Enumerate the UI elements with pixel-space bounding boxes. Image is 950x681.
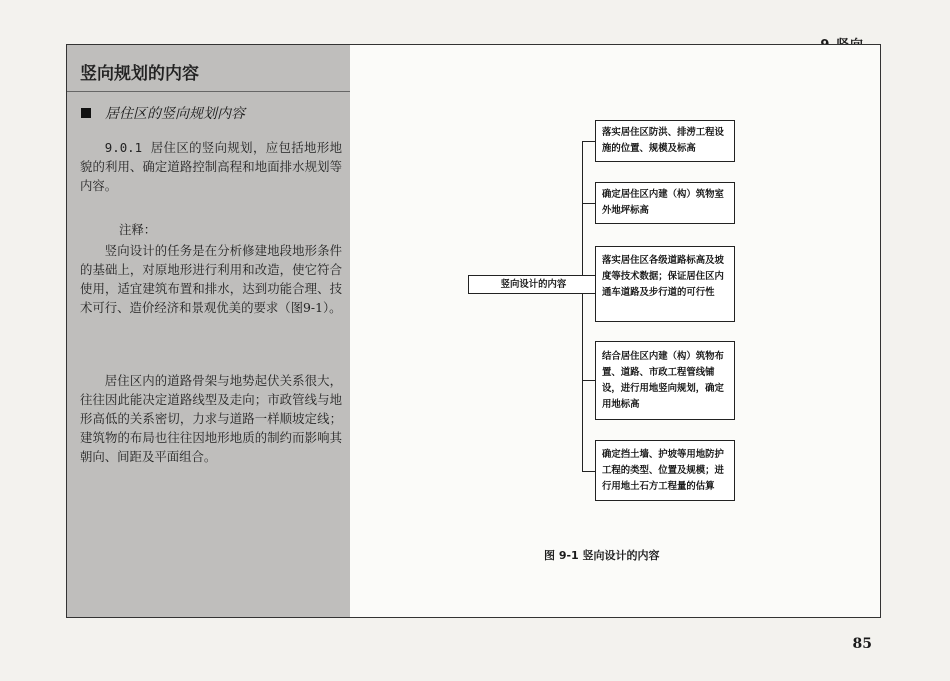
connector-branch-1 [582,141,595,142]
diagram-branch-box-3: 落实居住区各级道路标高及坡度等技术数据；保证居住区内通车道路及步行道的可行性 [595,246,735,322]
subsection-heading [81,103,245,123]
diagram-branch-box-2: 确定居住区内建（构）筑物室外地坪标高 [595,182,735,224]
note-paragraph-1-text: 竖向设计的任务是在分析修建地段地形条件的基础上，对原地形进行利用和改造，使它符合使用，适宜建筑布置和排水，达到功能合理、技术可行、造价经济和景观优美的要求（图9-1）。 [80,243,342,315]
diagram-branch-box-4: 结合居住区内建（构）筑物布置、道路、市政工程管线铺设，进行用地竖向规划，确定用地标高 [595,341,735,420]
diagram-branch-box-1: 落实居住区防洪、排涝工程设施的位置、规模及标高 [595,120,735,162]
note-paragraph-2 [80,371,342,466]
section-title: 竖向规划的内容 [80,64,199,84]
note-paragraph-2-text: 居住区内的道路骨架与地势起伏关系很大，往往因此能决定道路线型及走向；市政管线与地形高低的关系密切，力求与道路一样顺坡定线；建筑物的布局也往往因地形地质的制约而影响其朝向、间距及平面组合。 [80,373,342,464]
title-divider [67,91,350,92]
subsection-title: 居住区的竖向规划内容 [105,106,245,122]
connector-spine [582,141,583,471]
flow-diagram [350,45,880,617]
text-panel [67,45,350,617]
content-frame [66,44,881,618]
connector-branch-5 [582,471,595,472]
diagram-root-box: 竖向设计的内容 [468,275,599,294]
figure-caption: 图 9-1 竖向设计的内容 [544,549,660,562]
clause-number: 9.0.1 [104,140,143,155]
square-bullet-icon [81,108,91,118]
diagram-branch-box-5: 确定挡土墙、护坡等用地防护工程的类型、位置及规模；进行用地土石方工程量的估算 [595,440,735,501]
clause-text: 居住区的竖向规划，应包括地形地貌的利用、确定道路控制高程和地面排水规划等内容。 [80,140,342,193]
page-number: 85 [852,636,872,652]
connector-branch-2 [582,203,595,204]
note-heading: 注释： [119,222,157,237]
connector-branch-4 [582,380,595,381]
note-paragraph-1 [80,241,342,317]
clause-paragraph [80,138,342,195]
